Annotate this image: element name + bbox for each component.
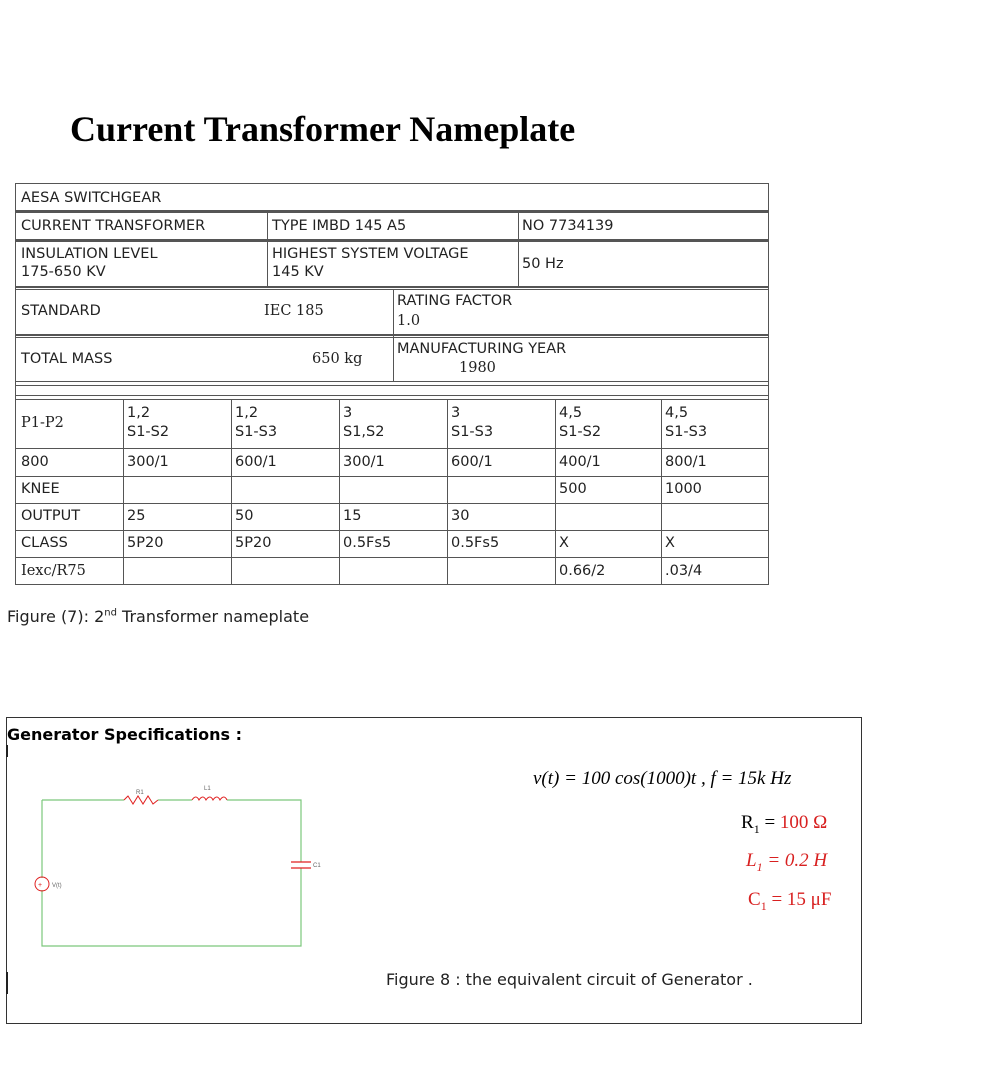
nameplate-rule — [15, 395, 769, 396]
c1-value: = 15 μF — [766, 889, 832, 910]
table-col-divider — [661, 399, 662, 585]
nameplate-divider — [267, 212, 268, 286]
table-row-label: CLASS — [21, 535, 68, 551]
l1-subscript: 1 — [756, 859, 763, 874]
table-header-top: 1,2 — [235, 405, 259, 421]
nameplate-border-top — [15, 183, 769, 184]
rating-factor-value: 1.0 — [397, 313, 421, 329]
table-rule — [15, 476, 769, 477]
table-header-top: 4,5 — [559, 405, 583, 421]
wire — [227, 800, 301, 862]
table-cell: 300/1 — [127, 454, 169, 470]
l1-value: = 0.2 H — [762, 850, 828, 871]
nameplate — [15, 183, 769, 585]
table-cell: 500 — [559, 481, 587, 497]
table-cell: 30 — [451, 508, 470, 524]
nameplate-rule — [15, 334, 769, 336]
table-col-divider — [555, 399, 556, 585]
table-cell: 50 — [235, 508, 254, 524]
page-title: Current Transformer Nameplate — [70, 109, 576, 149]
table-cell: 300/1 — [343, 454, 385, 470]
table-row-label: OUTPUT — [21, 508, 81, 524]
table-col-divider — [447, 399, 448, 585]
table-col-divider — [123, 399, 124, 585]
serial-number: NO 7734139 — [522, 218, 614, 234]
table-row-label: Iexc/R75 — [21, 563, 86, 579]
text-cursor-mark — [6, 972, 8, 994]
nameplate-border-right — [768, 183, 769, 585]
c1-label: C1 — [313, 863, 321, 869]
manufacturer: AESA SWITCHGEAR — [21, 190, 162, 206]
figure-8-caption: Figure 8 : the equivalent circuit of Generator . — [386, 970, 753, 989]
table-cell: 5P20 — [235, 535, 272, 551]
voltage-label: HIGHEST SYSTEM VOLTAGE — [272, 246, 469, 262]
nameplate-border-left — [15, 183, 16, 585]
nameplate-rule — [15, 286, 769, 288]
table-header-top: 3 — [451, 405, 461, 421]
nameplate-rule — [15, 385, 769, 386]
model-type: TYPE IMBD 145 A5 — [272, 218, 407, 234]
table-cell: 1000 — [665, 481, 702, 497]
nameplate-rule — [15, 212, 769, 213]
device-type: CURRENT TRANSFORMER — [21, 218, 206, 234]
figure-7-caption — [7, 607, 309, 626]
table-col-divider — [231, 399, 232, 585]
table-cell: 600/1 — [451, 454, 493, 470]
table-rule — [15, 448, 769, 449]
year-value: 1980 — [459, 360, 496, 376]
table-cell: 0.66/2 — [559, 563, 606, 579]
r1-equation — [741, 812, 827, 837]
table-header-top: 4,5 — [665, 405, 689, 421]
r1-subscript: 1 — [753, 821, 760, 836]
mass-label: TOTAL MASS — [21, 351, 113, 367]
table-header-label: P1-P2 — [21, 415, 64, 431]
insulation-label: INSULATION LEVEL — [21, 246, 158, 262]
table-cell: 400/1 — [559, 454, 601, 470]
nameplate-rule — [15, 399, 769, 400]
table-cell: 800/1 — [665, 454, 707, 470]
r1-symbol: R — [741, 812, 754, 833]
l1-symbol: L — [746, 850, 757, 871]
table-header-bottom: S1-S3 — [665, 424, 708, 440]
table-cell: 600/1 — [235, 454, 277, 470]
nameplate-rule — [15, 381, 769, 382]
generator-title: Generator Specifications : — [7, 725, 242, 744]
nameplate-divider — [393, 289, 394, 381]
table-rule — [15, 503, 769, 504]
insulation-value: 175-650 KV — [21, 264, 106, 280]
table-header-bottom: S1-S3 — [235, 424, 278, 440]
table-cell: 0.5Fs5 — [343, 535, 392, 551]
caption-prefix: Figure (7): 2 — [7, 607, 105, 626]
inductor-l1 — [192, 797, 227, 800]
l1-label: L1 — [204, 786, 211, 792]
table-header-top: 1,2 — [127, 405, 151, 421]
nameplate-rule — [15, 241, 769, 242]
table-cell: 5P20 — [127, 535, 164, 551]
table-cell: X — [559, 535, 569, 551]
source-sign: + — [38, 882, 43, 889]
frequency: 50 Hz — [522, 256, 564, 272]
r1-value: 100 Ω — [779, 812, 828, 833]
table-cell: 0.5Fs5 — [451, 535, 500, 551]
circuit-diagram — [24, 778, 324, 953]
c1-equation — [748, 889, 831, 914]
table-row-label: KNEE — [21, 481, 60, 497]
table-cell: 15 — [343, 508, 362, 524]
table-header-bottom: S1-S3 — [451, 424, 494, 440]
table-cell: .03/4 — [665, 563, 703, 579]
rating-factor-label: RATING FACTOR — [397, 293, 513, 309]
standard-label: STANDARD — [21, 303, 101, 319]
resistor-r1 — [124, 796, 158, 804]
mass-value: 650 kg — [312, 351, 363, 367]
table-cell: 25 — [127, 508, 146, 524]
c1-symbol: C — [748, 889, 761, 910]
nameplate-rule — [15, 289, 769, 290]
r1-equals: = — [759, 812, 780, 833]
table-col-divider — [339, 399, 340, 585]
source-label: V(t) — [52, 883, 62, 889]
caption-superscript: nd — [104, 607, 117, 619]
table-row-label: 800 — [21, 454, 49, 470]
c1-subscript: 1 — [760, 898, 767, 913]
wire — [42, 868, 301, 946]
l1-equation — [746, 850, 827, 875]
standard-value: IEC 185 — [264, 303, 324, 319]
nameplate-border-bottom — [15, 584, 769, 585]
caption-suffix: Transformer nameplate — [116, 607, 310, 626]
voltage-value: 145 KV — [272, 264, 324, 280]
nameplate-divider — [518, 212, 519, 286]
table-header-bottom: S1-S2 — [127, 424, 170, 440]
text-cursor-mark — [6, 745, 8, 757]
table-rule — [15, 530, 769, 531]
year-label: MANUFACTURING YEAR — [397, 341, 567, 357]
table-header-bottom: S1,S2 — [343, 424, 385, 440]
table-header-bottom: S1-S2 — [559, 424, 602, 440]
r1-label: R1 — [136, 790, 144, 796]
table-rule — [15, 557, 769, 558]
table-cell: X — [665, 535, 675, 551]
voltage-equation: v(t) = 100 cos(1000)t , f = 15k Hz — [533, 768, 792, 789]
nameplate-rule — [15, 337, 769, 338]
table-header-top: 3 — [343, 405, 353, 421]
